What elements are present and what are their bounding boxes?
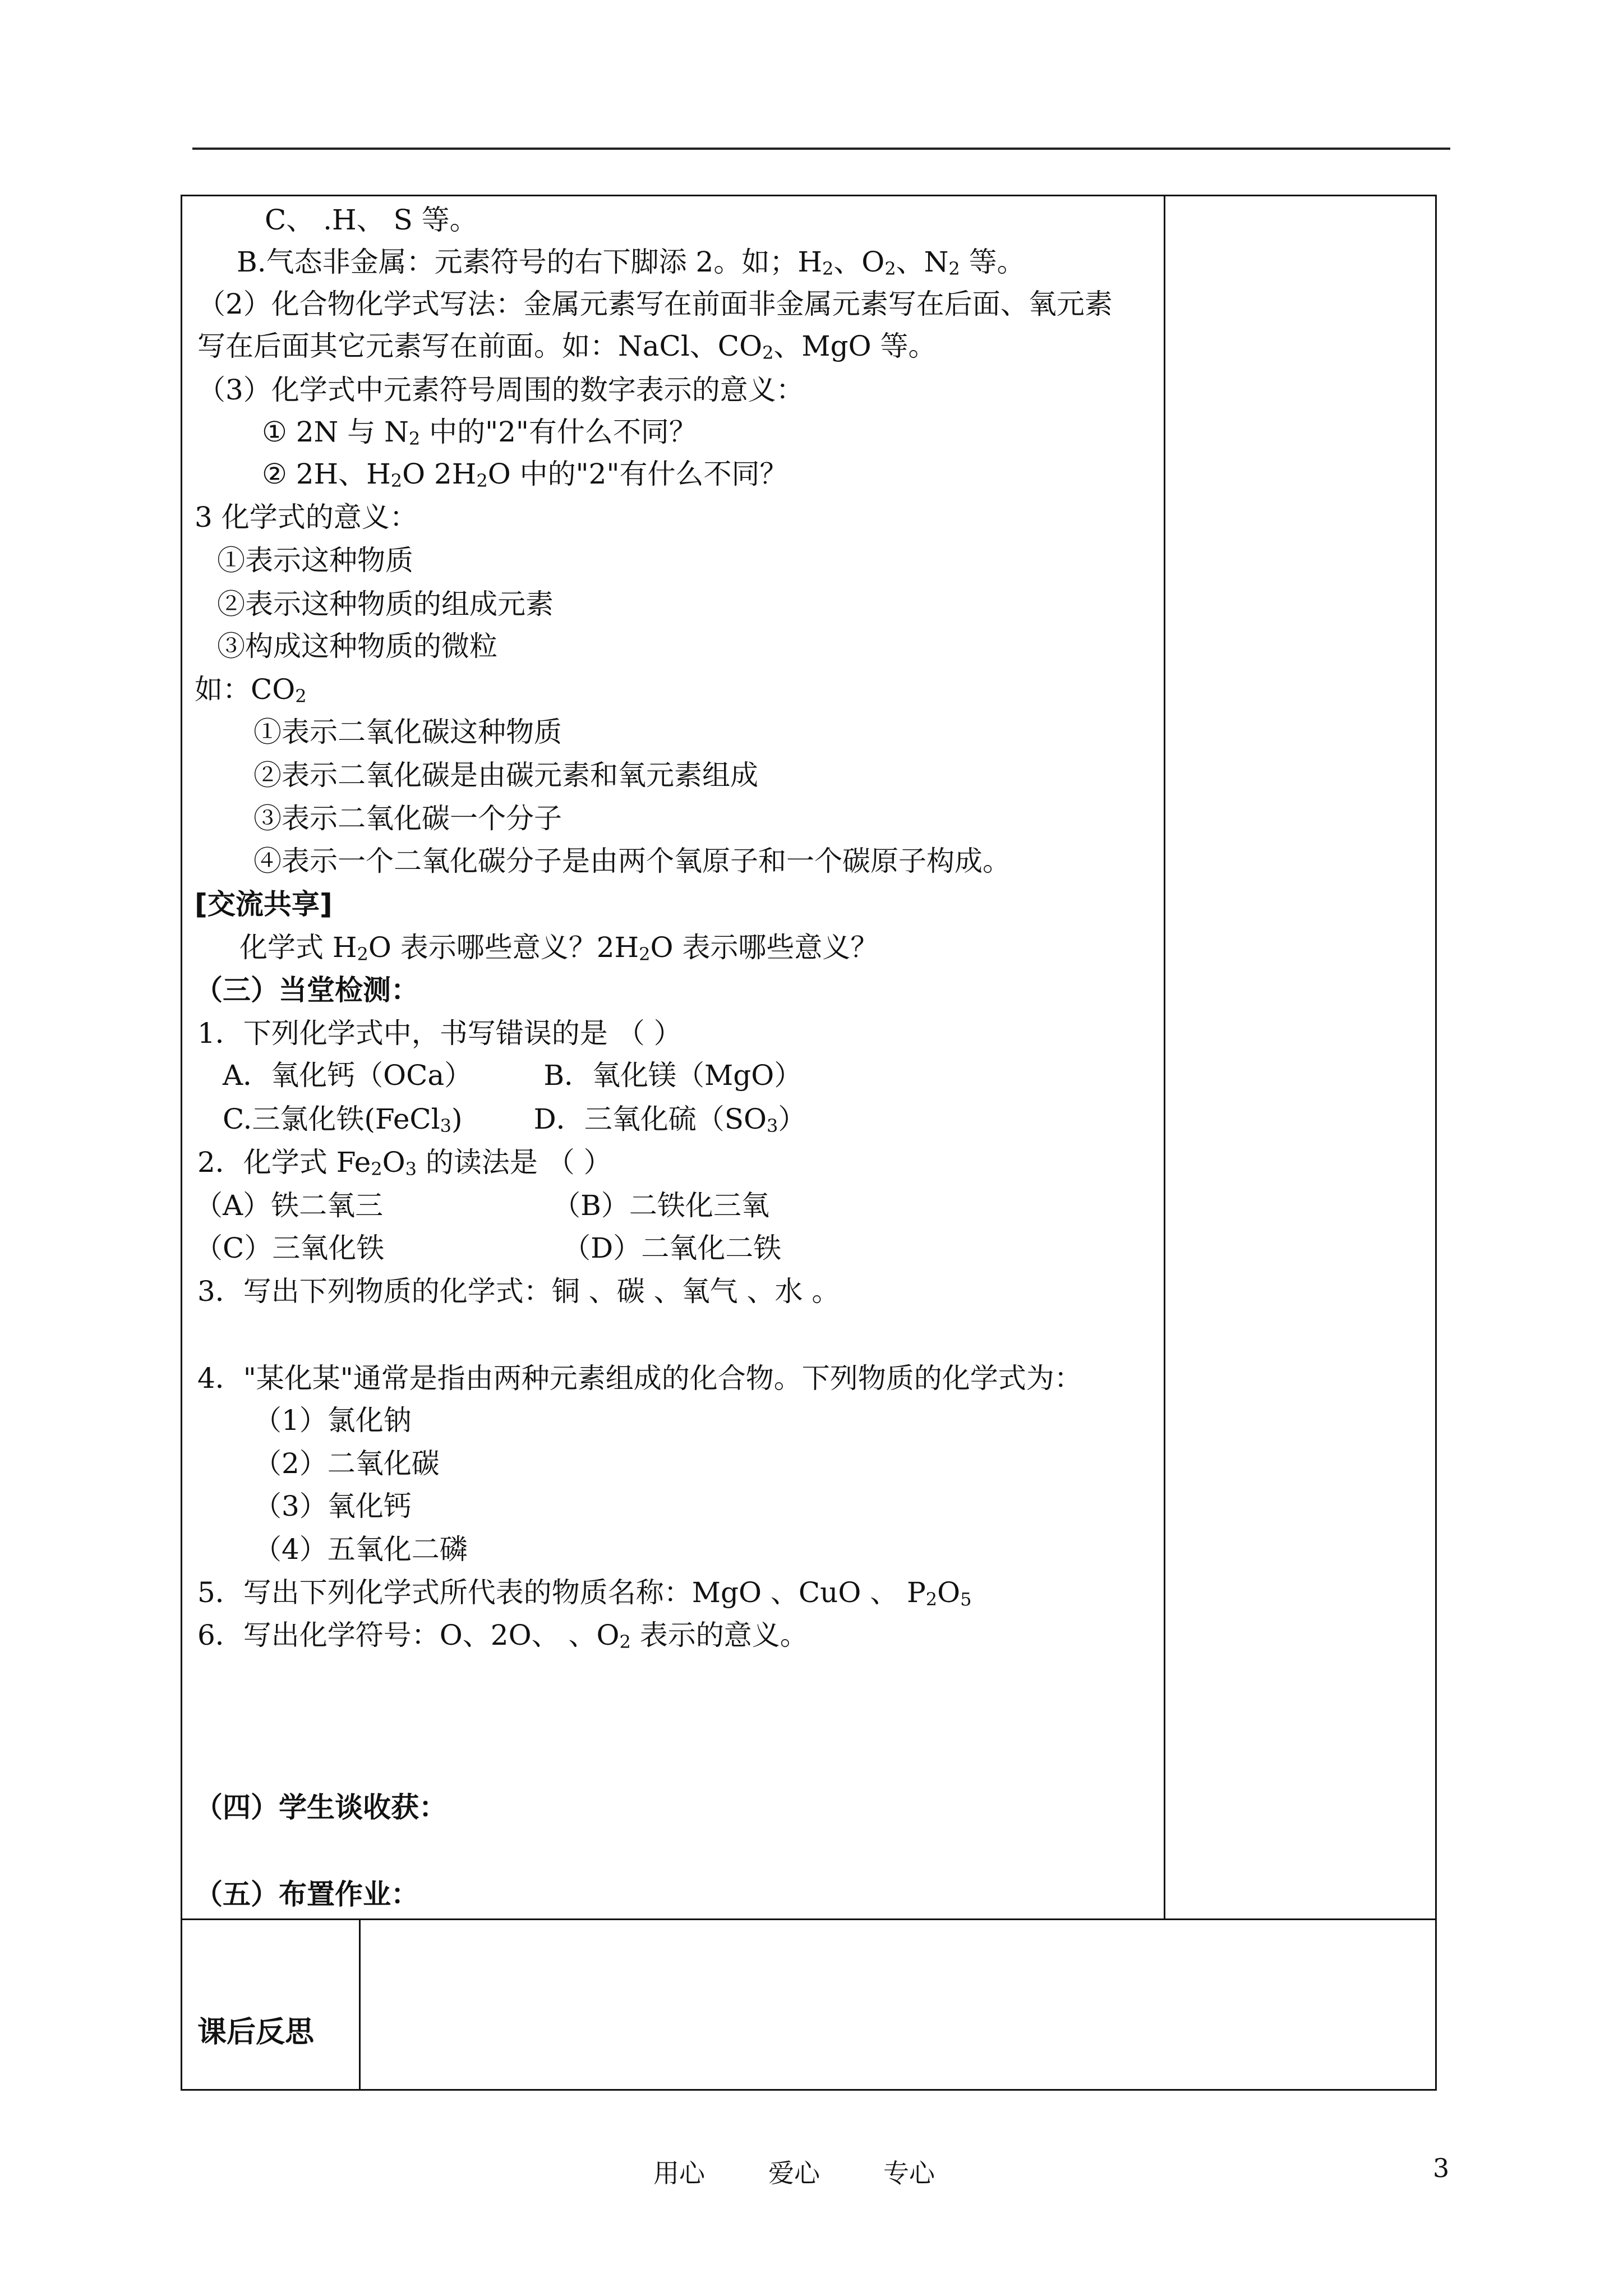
content-line: 3．写出下列物质的化学式：铜 、碳 、氧气 、水 。 (197, 1275, 840, 1308)
content-line: ② 2H、$H_2O$ $2H_2O$ 中的"2"有什么不同？ (262, 458, 788, 491)
notes-column-divider (1164, 195, 1165, 1920)
page-number: 3 (1433, 2153, 1450, 2183)
content-line: B.气态非金属：元素符号的右下脚添 2。如；$H_2$、$O_2$、$N_2$ 等。 (237, 246, 1025, 279)
content-line: ④表示一个二氧化碳分子是由两个氧原子和一个碳原子构成。 (253, 845, 1011, 877)
content-line: （四）学生谈收获： (195, 1791, 447, 1824)
content-line: 1．下列化学式中，书写错误的是 （ ） (197, 1017, 682, 1050)
content-line: 3 化学式的意义： (195, 501, 418, 533)
content-line: （三）当堂检测： (195, 974, 419, 1006)
content-line: ②表示这种物质的组成元素 (217, 588, 554, 620)
reflection-label: 课后反思 (197, 2016, 315, 2049)
content-line: （3）化学式中元素符号周围的数字表示的意义： (197, 374, 804, 406)
content-line: （五）布置作业： (195, 1878, 419, 1911)
content-line: （C）三氧化铁 （D）二氧化二铁 (195, 1232, 782, 1264)
content-line: C.三氯化铁(FeCl$_3$) D．三氧化硫$(SO_3)$ (223, 1103, 806, 1137)
content-line: 5．写出下列化学式所代表的物质名称：MgO 、CuO 、 $P_2O_5$ (197, 1576, 972, 1610)
content-line: 化学式 $H_2O$ 表示哪些意义？$2H_2O$ 表示哪些意义？ (239, 931, 879, 965)
content-line: A．氧化钙（OCa） B．氧化镁（MgO） (223, 1059, 803, 1092)
content-line: 4．"某化某"通常是指由两种元素组成的化合物。下列物质的化学式为： (197, 1362, 1082, 1395)
footer-word-3: 专心 (883, 2158, 935, 2188)
content-line: 2．化学式 $Fe_2O_3$ 的读法是 （ ） (197, 1146, 612, 1180)
content-line: （4）五氧化二磷 (253, 1533, 468, 1566)
reflection-row-divider (181, 1918, 1437, 1920)
content-line: （1）氯化钠 (253, 1404, 412, 1437)
content-line: ③构成这种物质的微粒 (217, 630, 497, 662)
footer-word-2: 爱心 (768, 2158, 820, 2188)
content-line: 写在后面其它元素写在前面。如：NaCl、$CO_2$、MgO 等。 (197, 330, 937, 364)
content-line: ②表示二氧化碳是由碳元素和氧元素组成 (253, 759, 758, 792)
content-line: （2）二氧化碳 (253, 1447, 440, 1480)
content-line: 如：$CO_2$ (195, 673, 307, 707)
header-rule (192, 148, 1450, 150)
content-line: ③表示二氧化碳一个分子 (253, 802, 562, 835)
content-line: ① 2N 与 $N_2$ 中的"2"有什么不同？ (262, 416, 697, 449)
content-line: （3）氧化钙 (253, 1490, 412, 1522)
content-line: 6．写出化学符号：O、2O、 、$O_2$ 表示的意义。 (197, 1619, 808, 1653)
footer-word-1: 用心 (653, 2158, 705, 2188)
content-line: （2）化合物化学式写法：金属元素写在前面非金属元素写在后面、氧元素 (197, 288, 1113, 320)
content-line: ①表示二氧化碳这种物质 (253, 716, 562, 748)
content-line: （A）铁二氧三 （B）二铁化三氧 (195, 1189, 769, 1222)
content-line: [交流共享] (195, 888, 333, 921)
content-line: C、 .H、 S 等。 (265, 204, 478, 236)
reflection-label-divider (359, 1918, 361, 2091)
content-line: ①表示这种物质 (217, 544, 413, 577)
